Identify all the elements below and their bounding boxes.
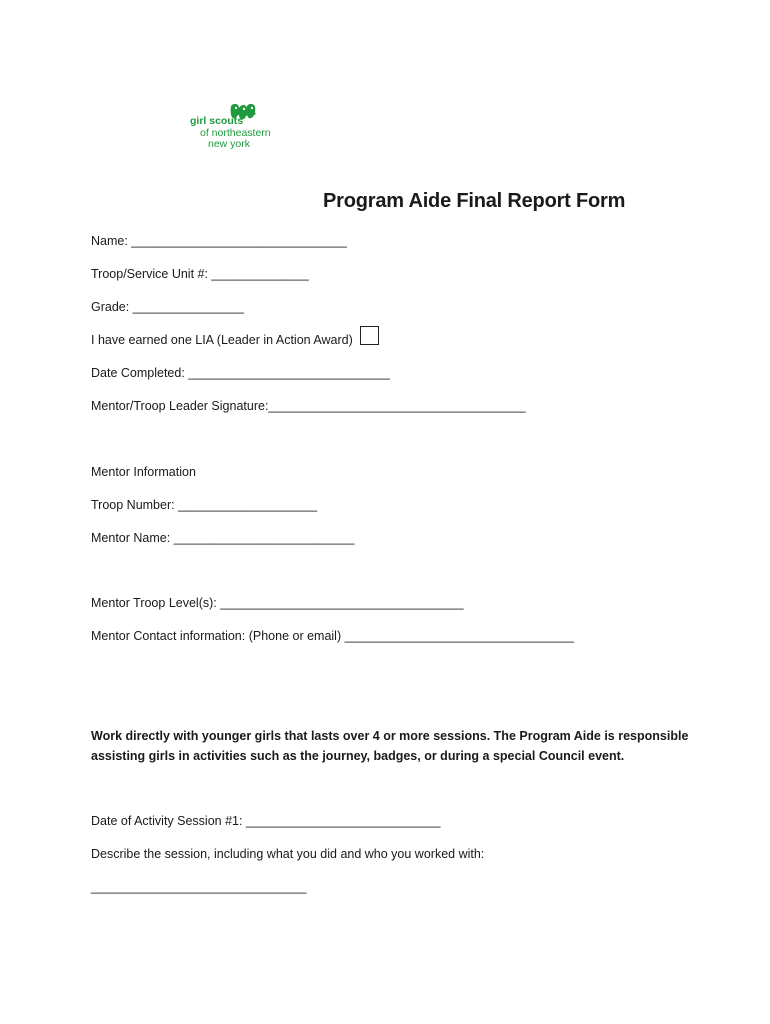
program-description <box>91 726 691 766</box>
lia-label: I have earned one LIA (Leader in Action Award) <box>91 333 353 347</box>
grade-field[interactable]: Grade: ________________ <box>91 300 244 314</box>
troop-levels-field[interactable]: Mentor Troop Level(s): ___________________________________ <box>91 596 464 610</box>
mentor-info-heading: Mentor Information <box>91 465 196 479</box>
logo-text-line1: girl scouts <box>190 115 244 127</box>
name-field[interactable]: Name: _______________________________ <box>91 234 347 248</box>
logo-text-line2: of northeastern <box>200 127 271 139</box>
troop-number-field[interactable]: Troop Number: ____________________ <box>91 498 318 512</box>
form-title: Program Aide Final Report Form <box>323 190 626 212</box>
mentor-name-field[interactable]: Mentor Name: __________________________ <box>91 531 355 545</box>
description-line-1: Work directly with younger girls that lasts over 4 or more sessions. The Program Aide is responsible <box>91 729 689 743</box>
date-completed-field[interactable]: Date Completed: _____________________________ <box>91 366 390 380</box>
troop-unit-field[interactable]: Troop/Service Unit #: ______________ <box>91 267 309 281</box>
activity-date-field[interactable]: Date of Activity Session #1: ____________________________ <box>91 814 441 828</box>
logo-text-line3: new york <box>208 138 251 150</box>
describe-session-label: Describe the session, including what you did and who you worked with: <box>91 847 485 861</box>
contact-field[interactable]: Mentor Contact information: (Phone or email) _________________________________ <box>91 629 574 643</box>
session-description-field[interactable]: _______________________________ <box>91 880 307 894</box>
description-line-2: assisting girls in activities such as the journey, badges, or during a special Council event. <box>91 749 625 763</box>
girl-scouts-logo <box>190 102 290 154</box>
lia-checkbox[interactable] <box>360 326 379 345</box>
signature-field[interactable]: Mentor/Troop Leader Signature:_____________________________________ <box>91 399 526 413</box>
